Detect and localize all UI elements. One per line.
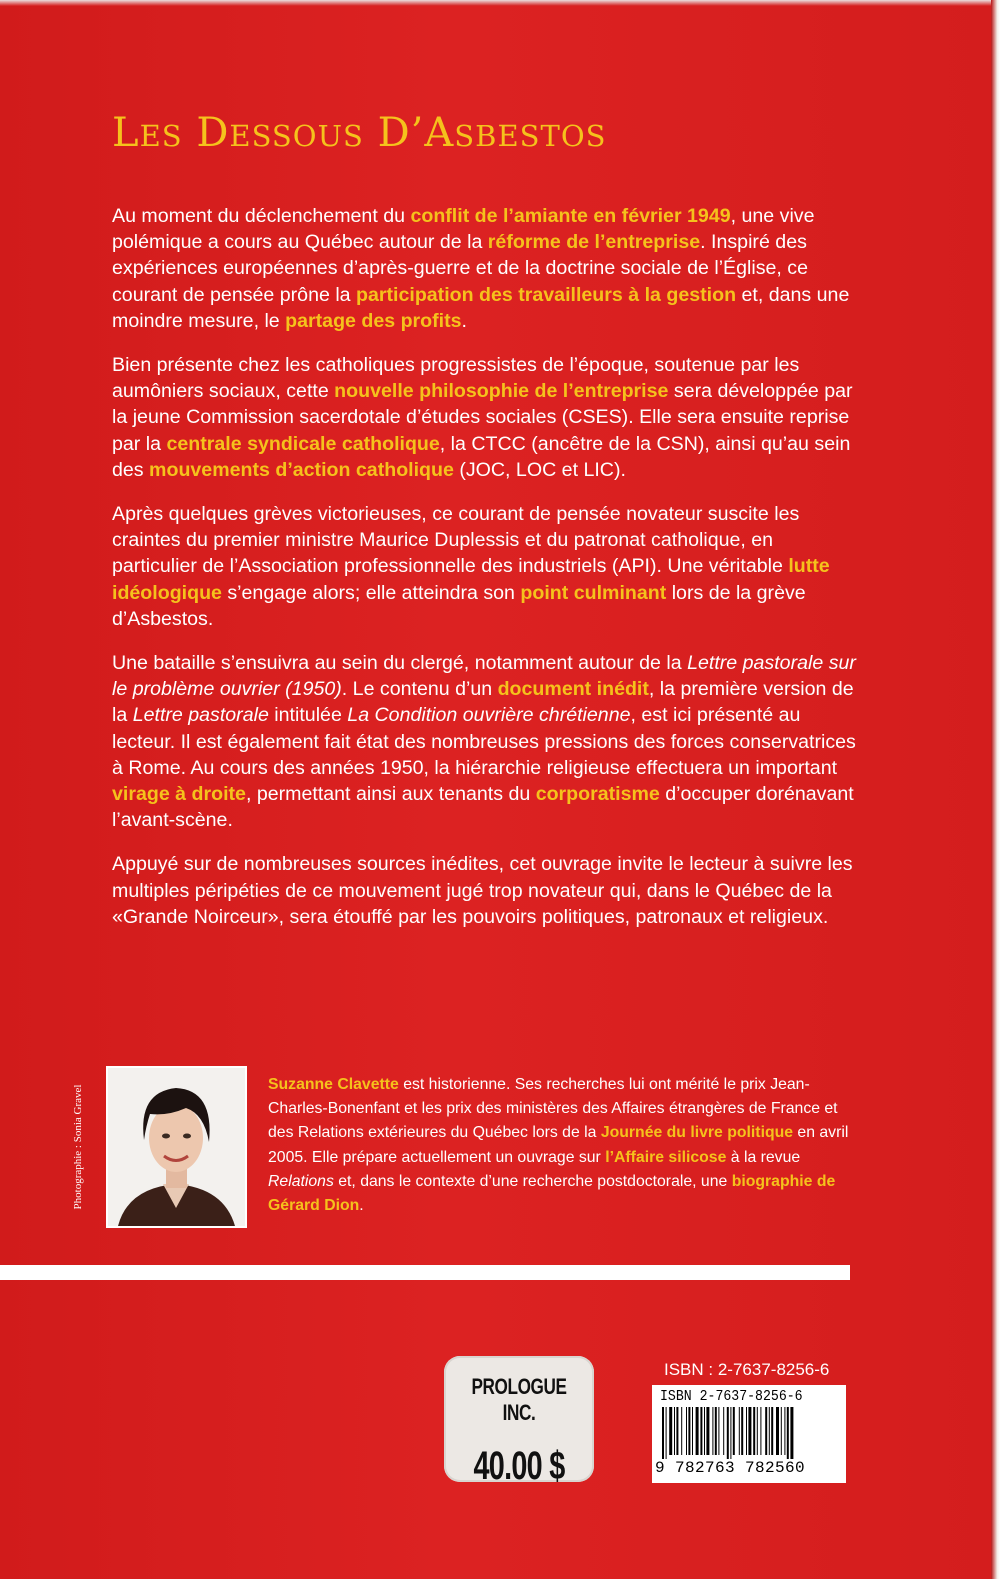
barcode-bar xyxy=(686,1407,687,1455)
barcode-bar xyxy=(733,1407,735,1455)
isbn-label: ISBN : 2-7637-8256-6 xyxy=(664,1360,830,1379)
barcode-bar xyxy=(706,1407,709,1455)
paragraph-3: Après quelques grèves victorieuses, ce courant de pensée novateur suscite les craintes du premier ministre Maurice Duplessis et du patronat catholique, en particulier de l’Association professionnelle des industriels (API). Une véritable lutte idéologique s’engage alors; elle atteindra son point culminant lors de la grève d’Asbestos. xyxy=(112,503,830,630)
barcode-bar xyxy=(784,1407,785,1455)
price-sticker xyxy=(444,1356,594,1488)
barcode-bar xyxy=(757,1407,758,1455)
right-edge xyxy=(991,0,1000,1579)
barcode-bar xyxy=(790,1407,793,1459)
barcode-bar xyxy=(692,1407,693,1455)
top-edge xyxy=(0,0,1000,6)
barcode-number: 9 782763 782560 xyxy=(655,1459,806,1477)
paragraph-5: Appuyé sur de nombreuses sources inédites, cet ouvrage invite le lecteur à suivre les multiples péripéties de ce mouvement jugé trop novateur qui, dans le Québec de la «Grande Noirceur», sera étouffé par les pouvoirs politiques, patronaux et religieux. xyxy=(112,853,853,928)
barcode-isbn: ISBN 2-7637-8256-6 xyxy=(660,1388,803,1405)
author-bio: Suzanne Clavette est historienne. Ses recherches lui ont mérité le prix Jean-Charles-Bonenfant et les prix des ministères des Affaires étrangères de France et des Relations extérieures du Québec lors de la Journée du livre politique en avril 2005. Elle prépare actuellement un ouvrage sur l’Affaire silicose à la revue Relations et, dans le contexte d’une recherche postdoctorale, une biographie de Gérard Dion. xyxy=(268,1076,849,1215)
barcode-bars xyxy=(660,1407,838,1459)
barcode-bar xyxy=(688,1407,690,1455)
paragraph-2: Bien présente chez les catholiques progressistes de l’époque, soutenue par les aumôniers sociaux, cette nouvelle philosophie de l’entreprise sera développée par la jeune Commission sacerdotale d’études sociales (CSES). Elle sera ensuite reprise par la centrale syndicale catholique, la CTCC (ancêtre de la CSN), ainsi qu’au sein des mouvements d’action catholique (JOC, LOC et LIC). xyxy=(112,354,853,481)
barcode-bar xyxy=(715,1407,717,1455)
barcode-bar xyxy=(674,1407,675,1455)
barcode-bar xyxy=(771,1407,773,1455)
barcode-bar xyxy=(730,1407,731,1459)
barcode-bar xyxy=(712,1407,713,1455)
barcode xyxy=(652,1385,846,1483)
barcode-bar xyxy=(746,1407,747,1455)
barcode-bar xyxy=(765,1407,767,1455)
barcode-bar xyxy=(727,1407,729,1459)
barcode-bar xyxy=(741,1407,743,1455)
author-photo xyxy=(106,1066,247,1228)
barcode-bar xyxy=(769,1407,770,1455)
barcode-bar xyxy=(669,1407,672,1455)
price: 40.00 $ xyxy=(473,1444,565,1488)
barcode-bar xyxy=(704,1407,705,1455)
barcode-bar xyxy=(748,1407,751,1455)
book-title: LES DESSOUS D’ASBESTOS xyxy=(112,110,607,156)
barcode-bar xyxy=(753,1407,755,1455)
barcode-bar xyxy=(787,1407,789,1459)
paragraph-4: Une bataille s’ensuivra au sein du clergé, notamment autour de la Lettre pastorale sur le problème ouvrier (1950). Le contenu d’un document inédit, la première version de la Lettre pastorale intitulée La Condition ouvrière chrétienne, est ici présenté au lecteur. Il est également fait état des nombreuses pressions des forces conservatrices à Rome. Au cours des années 1950, la hiérarchie religieuse effectuera un important virage à droite, permettant ainsi aux tenants du corporatisme d’occuper dorénavant l’avant-scène. xyxy=(112,652,856,832)
barcode-bar xyxy=(739,1407,740,1455)
barcode-bar xyxy=(696,1407,699,1455)
divider-bar xyxy=(0,1265,850,1280)
synopsis xyxy=(112,203,857,948)
barcode-bar xyxy=(700,1407,702,1455)
barcode-bar xyxy=(760,1407,761,1455)
photo-credit: Photographie : Sonia Gravel xyxy=(72,1084,84,1210)
barcode-bar xyxy=(666,1407,667,1459)
barcode-bar xyxy=(676,1407,678,1455)
paragraph-1: Au moment du déclenchement du conflit de l’amiante en février 1949, une vive polémique a cours au Québec autour de la réforme de l’entreprise. Inspiré des expériences européennes d’après-guerre et de la doctrine sociale de l’Église, ce courant de pensée prône la participation des travailleurs à la gestion et, dans une moindre mesure, le partage des profits. xyxy=(112,205,850,332)
barcode-bar xyxy=(723,1407,724,1455)
store-name: PROLOGUE INC. xyxy=(471,1374,567,1425)
barcode-bar xyxy=(681,1407,682,1455)
barcode-bar xyxy=(776,1407,779,1455)
barcode-bar xyxy=(718,1407,719,1455)
barcode-bar xyxy=(662,1407,664,1459)
barcode-bar xyxy=(781,1407,782,1455)
